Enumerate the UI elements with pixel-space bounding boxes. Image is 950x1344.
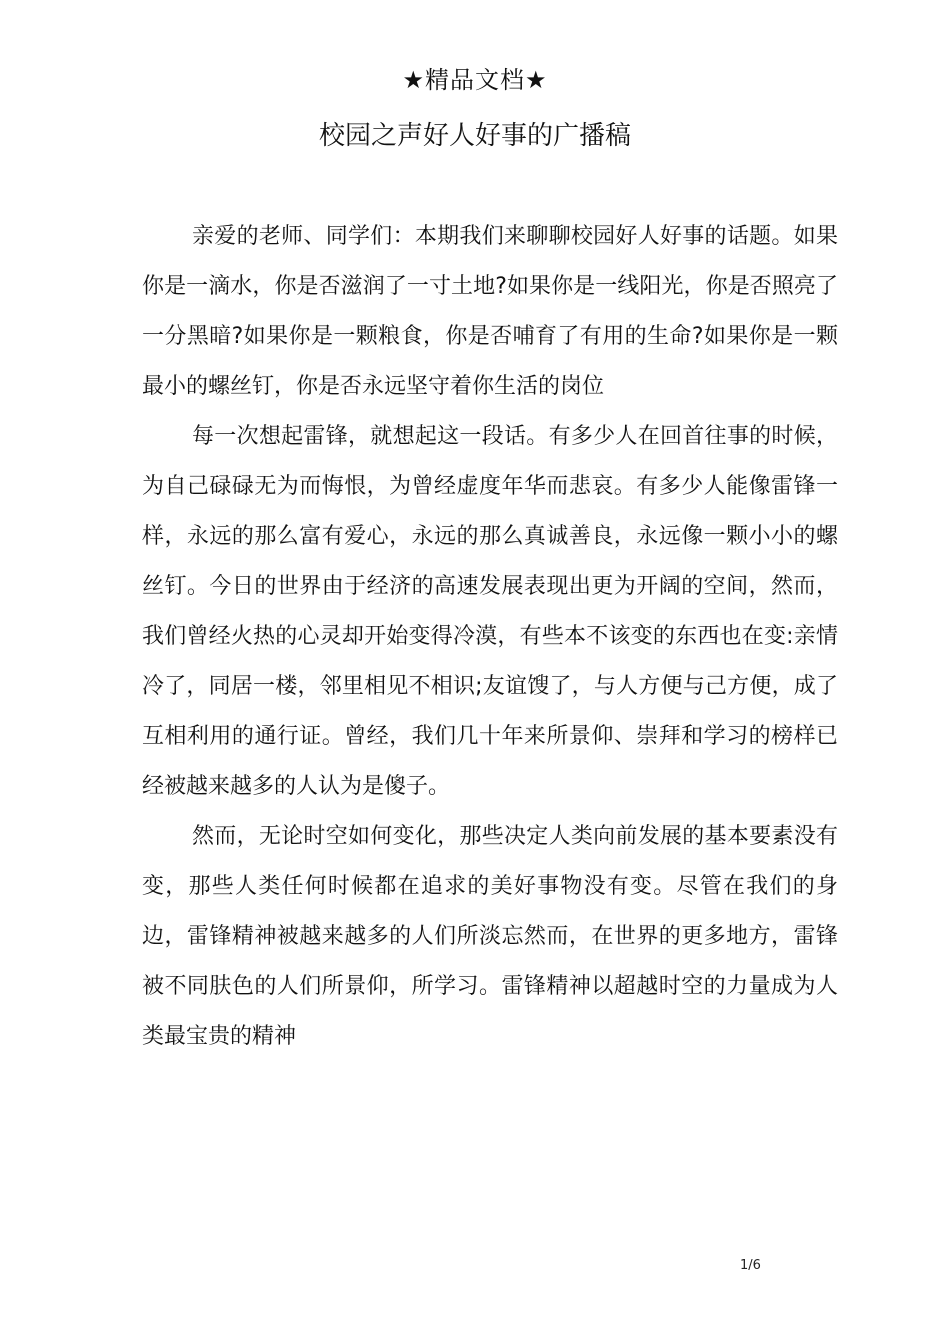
page-number: 1/6 <box>740 1258 761 1273</box>
paragraph-1: 亲爱的老师、同学们：本期我们来聊聊校园好人好事的话题。如果你是一滴水，你是否滋润了一寸土地?如果你是一线阳光，你是否照亮了一分黑暗?如果你是一颗粮食，你是否哺育了有用的生命?如果你是一颗最小的螺丝钉，你是否永远坚守着你生活的岗位 <box>142 224 838 399</box>
document-title: 校园之声好人好事的广播稿 <box>318 121 631 151</box>
paragraph-3: 然而，无论时空如何变化，那些决定人类向前发展的基本要素没有变，那些人类任何时候都在追求的美好事物没有变。尽管在我们的身边，雷锋精神被越来越多的人们所淡忘然而，在世界的更多地方，雷锋被不同肤色的人们所景仰，所学习。雷锋精神以超越时空的力量成为人类最宝贵的精神 <box>142 824 838 1049</box>
header-mark: ★精品文档★ <box>402 66 548 94</box>
document-body <box>142 212 838 1062</box>
paragraph-2: 每一次想起雷锋，就想起这一段话。有多少人在回首往事的时候，为自己碌碌无为而悔恨，为曾经虚度年华而悲哀。有多少人能像雷锋一样，永远的那么富有爱心，永远的那么真诚善良，永远像一颗小小的螺丝钉。今日的世界由于经济的高速发展表现出更为开阔的空间，然而，我们曾经火热的心灵却开始变得冷漠，有些本不该变的东西也在变:亲情冷了，同居一楼，邻里相见不相识;友谊馊了，与人方便与己方便，成了互相利用的通行证。曾经，我们几十年来所景仰、崇拜和学习的榜样已经被越来越多的人认为是傻子。 <box>142 424 838 799</box>
